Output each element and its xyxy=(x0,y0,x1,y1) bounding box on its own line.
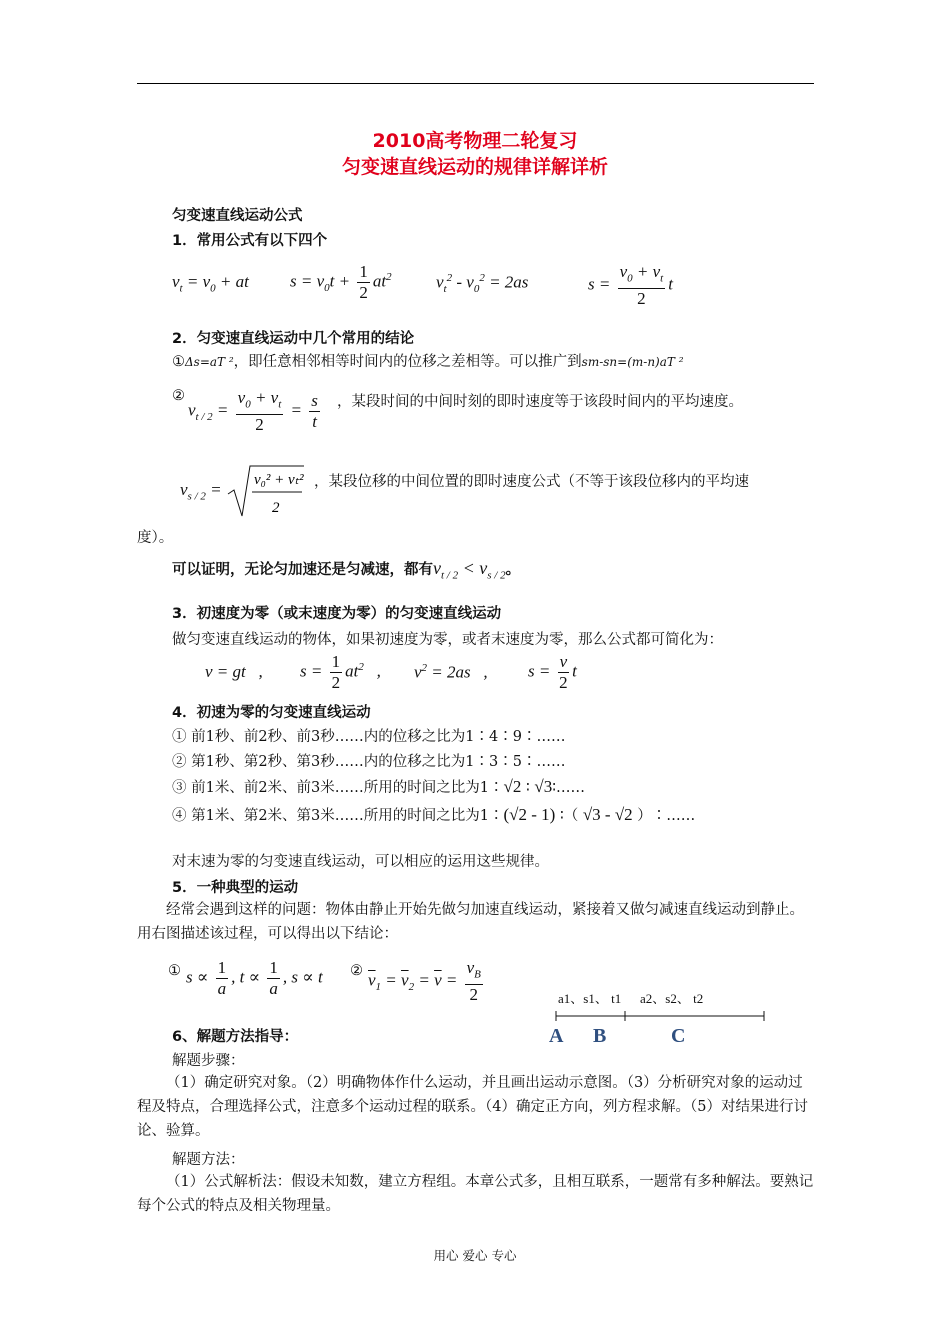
steps-title: 解题步骤： xyxy=(172,1053,245,1069)
segment1-label: a1、s1、 t1 xyxy=(558,991,622,1006)
ratio-line-3: ③ 前1米、前2米、前3米……所用的时间之比为1∶√2 ∶ √3∶…… xyxy=(172,777,585,796)
title-line1: 2010高考物理二轮复习 xyxy=(372,130,578,152)
formula-mid-time-velocity: $v_{t / 2}$ = $\frac{v_0 + v_t}{2}$ = $\frac{s}{t}$ xyxy=(188,388,318,435)
svg-text:2: 2 xyxy=(271,500,280,516)
svg-text:v₀² + vₜ²: v₀² + vₜ² xyxy=(253,472,304,488)
proof-line: 可以证明，无论匀加速还是匀减速，都有$v_{t / 2} < v_{s / 2}$。 xyxy=(172,558,521,582)
point-b-label: B xyxy=(593,1025,607,1047)
formula-velocity: $v_t = v_0$ + at xyxy=(172,272,249,295)
section3-heading: 3．初速度为零（或末速度为零）的匀变速直线运动 xyxy=(172,606,502,622)
point-a-label: A xyxy=(549,1025,564,1047)
ratio-line-1: ① 前1秒、前2秒、前3秒……内的位移之比为1∶4∶9∶…… xyxy=(172,729,566,745)
section-formulas-title: 匀变速直线运动公式 xyxy=(172,208,303,224)
conclusion-2-mark: ② xyxy=(172,388,185,404)
section2-heading: 2．匀变速直线运动中几个常用的结论 xyxy=(172,331,415,347)
section3-text: 做匀变速直线运动的物体，如果初速度为零，或者末速度为零，那么公式都可简化为： xyxy=(172,632,723,648)
formula-average-displacement: s = $\frac{v_0 + v_t}{2}$ t xyxy=(588,262,673,309)
methods-title: 解题方法： xyxy=(172,1152,245,1168)
conclusion-3-tail: 度）。 xyxy=(137,530,174,546)
formula-velocity-squared: $v_t^2 - v_0^2 = 2as$ xyxy=(436,272,529,296)
conclusion-2-text: ，某段时间的中间时刻的即时速度等于该段时间内的平均速度。 xyxy=(337,394,743,410)
point-c-label: C xyxy=(671,1025,686,1047)
formula-free-fall-velocity-squared: $v^2 = 2as$ , xyxy=(414,662,488,682)
title-line2: 匀变速直线运动的规律详解详析 xyxy=(341,156,608,178)
formula-free-fall-displacement: s = $\frac{1}{2}$ $at^2$ , xyxy=(300,652,381,692)
ratio-line-4: ④ 第1米、第2米、第3米……所用的时间之比为1∶(√2 - 1) ∶（ √3 - √2 ）∶…… xyxy=(172,805,696,824)
formula-equal-average-speeds: $\overline{v}_1 = \overline{v}_2 = \overline{v}$ = $\frac{v_B}{2}$ xyxy=(368,958,481,1005)
motion-diagram-line xyxy=(550,1008,770,1024)
header-rule xyxy=(137,83,814,84)
sqrt-sign-icon xyxy=(226,462,306,520)
formula-proportionality: s ∝ $\frac{1}{a}$ , t ∝ $\frac{1}{a}$ , s ∝ t xyxy=(186,958,323,998)
page-footer: 用心 爱心 专心 xyxy=(433,1248,517,1263)
section4-heading: 4．初速为零的匀变速直线运动 xyxy=(172,705,371,721)
formula-free-fall-average: s = $\frac{v}{2}$ t xyxy=(528,652,577,692)
ratio-line-2: ② 第1秒、第2秒、第3秒……内的位移之比为1∶3∶5∶…… xyxy=(172,754,566,770)
section5-heading: 5．一种典型的运动 xyxy=(172,880,299,896)
section1-heading: 1．常用公式有以下四个 xyxy=(172,233,328,249)
segment2-label: a2、s2、 t2 xyxy=(640,991,704,1006)
steps-text: （1）确定研究对象。（2）明确物体作什么运动，并且画出运动示意图。（3）分析研究对象的运动过程及特点，合理选择公式，注意多个运动过程的联系。（4）确定正方向，列方程求解。（5）对结果进行讨论、验算。 xyxy=(137,1075,808,1139)
conclusion-3-text: ，某段位移的中间位置的即时速度公式（不等于该段位移内的平均速 xyxy=(314,474,749,490)
result-1-mark: ① xyxy=(168,963,181,979)
section4-note: 对末速为零的匀变速直线运动，可以相应的运用这些规律。 xyxy=(172,854,549,870)
section5-text: 经常会遇到这样的问题：物体由静止开始先做匀加速直线运动，紧接着又做匀减速直线运动到静止。用右图描述该过程，可以得出以下结论： xyxy=(137,902,804,942)
conclusion-1: ①Δs=aT ²，即任意相邻相等时间内的位移之差相等。可以推广到sm-sn=(m-n)aT ² xyxy=(172,354,684,370)
formula-displacement: $s = v_0t$ + $\frac{1}{2}$ $at^2$ xyxy=(290,262,392,302)
method-1-text: （1）公式解析法：假设未知数，建立方程组。本章公式多，且相互联系，一题常有多种解法。要熟记每个公式的特点及相关物理量。 xyxy=(137,1174,814,1214)
result-2-mark: ② xyxy=(350,963,363,979)
formula-mid-position-velocity: $v_{s / 2}$ = v₀² + vₜ² 2 xyxy=(180,462,306,520)
formula-free-fall-velocity: v = gt , xyxy=(205,662,263,681)
section6-heading: 6、解题方法指导： xyxy=(172,1029,299,1045)
